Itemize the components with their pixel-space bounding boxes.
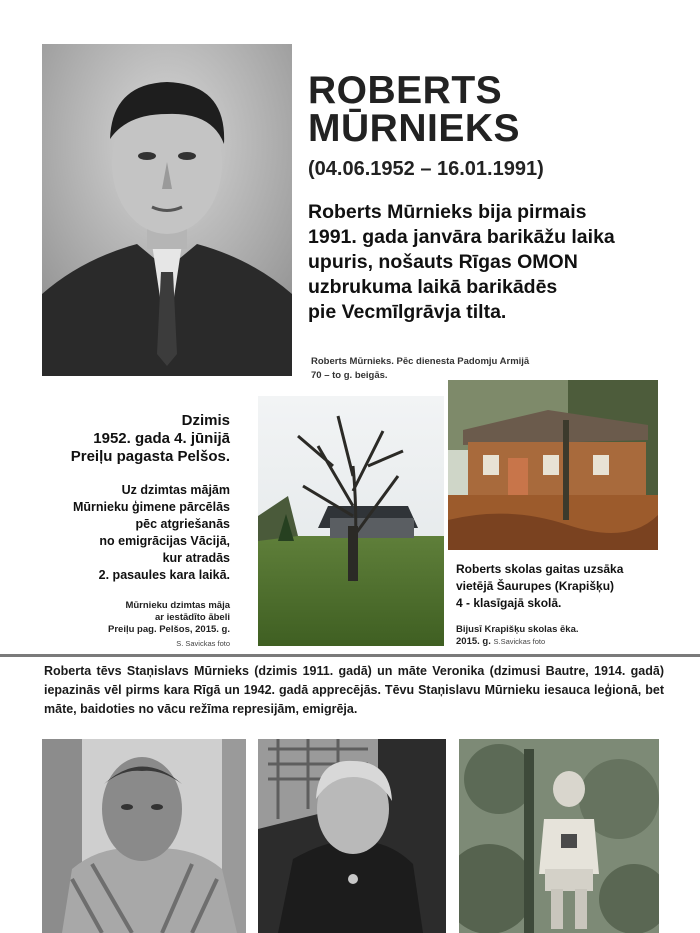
lead-line: upuris, nošauts Rīgas OMON — [308, 251, 578, 273]
lead-line: uzbrukuma laikā barikādēs — [308, 276, 558, 298]
caption-line: Preiļu pag. Pelšos, 2015. g. — [108, 624, 230, 635]
school-line: Roberts skolas gaitas uzsāka — [456, 562, 624, 576]
school-text — [456, 561, 656, 612]
birth-line: Preiļu pagasta Pelšos. — [70, 448, 230, 465]
caption-line: Bijusī Krapišķu skolas ēka. — [456, 624, 579, 635]
caption-year: 2015. g. — [456, 636, 491, 647]
lead-text — [308, 200, 688, 325]
school-building-photo — [448, 380, 658, 550]
house-caption — [108, 600, 230, 636]
family-house-photo — [258, 396, 444, 646]
lead-line: 1991. gada janvāra barikāžu laika — [308, 226, 615, 248]
school-line: vietējā Šaurupes (Krapišķu) — [456, 579, 615, 593]
birth-line: Dzimis — [181, 412, 230, 429]
detail-line: 2. pasaules kara laikā. — [98, 568, 230, 582]
lead-line: pie Vecmīlgrāvja tilta. — [308, 301, 507, 323]
detail-line: no emigrācijas Vācijā, — [99, 534, 230, 548]
school-line: 4 - klasīgajā skolā. — [456, 596, 562, 610]
lead-line: Roberts Mūrnieks bija pirmais — [308, 201, 587, 223]
school-caption — [456, 624, 579, 648]
life-dates: (04.06.1952 – 16.01.1991) — [308, 158, 544, 180]
portrait-caption — [311, 355, 529, 383]
caption-line: ar iestādīto ābeli — [155, 612, 230, 623]
birth-line: 1952. gada 4. jūnijā — [93, 430, 230, 447]
page-title — [308, 69, 521, 150]
caption-line: 70 – to g. beigās. — [311, 370, 388, 381]
mother-photo — [258, 739, 446, 933]
detail-line: Mūrnieku ģimene pārcēlās — [72, 500, 230, 514]
caption-line: Mūrnieku dzimtas māja — [125, 600, 230, 611]
house-photo-credit: S. Savickas foto — [176, 639, 230, 648]
section-divider — [0, 654, 700, 657]
detail-line: pēc atgriešanās — [135, 517, 230, 531]
detail-line: Uz dzimtas mājām — [121, 483, 230, 497]
school-photo-credit: S.Savickas foto — [493, 637, 546, 646]
child-photo — [459, 739, 659, 933]
family-paragraph: Roberta tēvs Staņislavs Mūrnieks (dzimis 1911. gadā) un māte Veronika (dzimusi Bautre, 1914. gadā) iepazinās vēl pirms kara Rīgā un 1942. gadā apprecējās. Tēvu Staņislavu Mūrnieku iesauca leģionā, bet māte, baidoties no vācu režīma represijām, emigrēja. — [44, 664, 664, 716]
father-photo — [42, 739, 246, 933]
caption-line: Roberts Mūrnieks. Pēc dienesta Padomju Armijā — [311, 356, 530, 367]
detail-line: kur atradās — [162, 551, 230, 565]
title-first-name: ROBERTS — [308, 69, 503, 112]
birth-info — [71, 412, 230, 466]
portrait-photo — [42, 44, 292, 376]
birth-detail — [73, 482, 230, 584]
title-last-name: MŪRNIEKS — [308, 107, 521, 150]
